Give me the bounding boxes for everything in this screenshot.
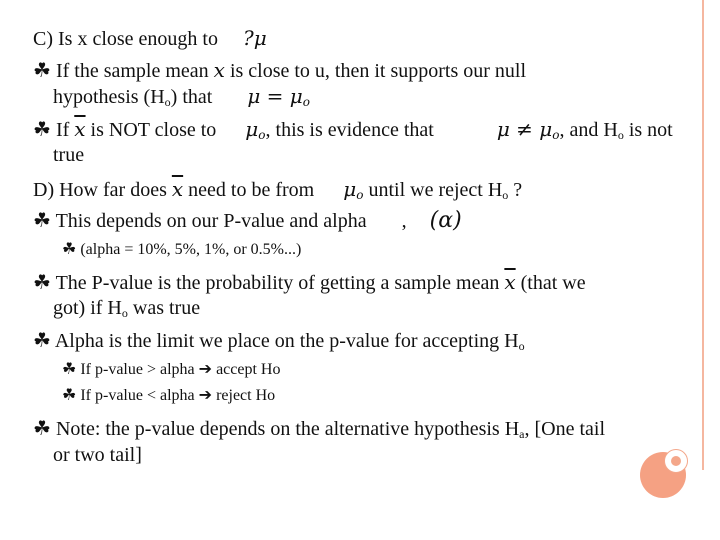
c-bullet-1-line2 (53, 84, 310, 114)
d-heading-mu-sub: o (356, 188, 364, 202)
c-bullet-2-tail: , and H (559, 119, 618, 141)
d-bullet-2-x: $\overline{x}$ (504, 270, 516, 294)
c-heading-symbol: ? (242, 26, 254, 50)
c-bullet-2-mu: μ (245, 117, 259, 141)
c-bullet-2-pre: If (55, 119, 70, 141)
c-bullet-2-neq: μ ≠ μ (496, 117, 553, 141)
d-bullet-2 (33, 270, 586, 295)
c-bullet-1 (33, 58, 526, 83)
right-arrow-icon: ➔ (198, 361, 213, 378)
d-heading-post: until we reject H (368, 179, 503, 201)
c-bullet-1-x: x (213, 58, 225, 82)
c-bullet-2-neq-sub: o (552, 128, 560, 142)
c-heading: C) Is x close enough to ?μ (33, 26, 267, 50)
d-bullet-1-comma: , (401, 210, 407, 232)
d-heading-mid: need to be from (188, 179, 315, 201)
slide-right-rule (702, 0, 704, 470)
c-bullet-1-post: is close to u, then it supports our null (229, 60, 527, 82)
d-bullet-2-post: (that we (520, 272, 586, 294)
d-sub-2-post: accept Ho (216, 361, 281, 378)
d-bullet-4-text: Note: the p-value depends on the alternative hypothesis H (55, 418, 520, 440)
leaf-bullet-icon: ☘ (33, 418, 51, 440)
c-bullet-2-line2 (53, 143, 84, 167)
d-bullet-4-sub: a (519, 427, 525, 441)
leaf-bullet-icon: ☘ (33, 60, 51, 82)
right-arrow-icon: ➔ (198, 387, 213, 404)
d-bullet-1 (33, 209, 462, 233)
leaf-bullet-icon: ☘ (33, 272, 51, 294)
d-heading-x: $\overline{x}$ (171, 177, 184, 201)
d-bullet-2-line2-text: got) if H (53, 297, 122, 319)
c-bullet-2 (33, 117, 673, 147)
c-bullet-2-mid: is NOT close to (90, 119, 217, 141)
d-bullet-1-text: This depends on our P-value and alpha (55, 210, 367, 232)
leaf-bullet-icon: ☘ (33, 210, 51, 232)
c-bullet-2-x: $\overline{x}$ (74, 117, 86, 141)
d-sub-1-text: (alpha = 10%, 5%, 1%, or 0.5%...) (80, 241, 302, 258)
leaf-bullet-icon: ☘ (62, 241, 77, 258)
c-bullet-2-post: , this is evidence that (265, 119, 434, 141)
c-bullet-1-pre: If the sample mean (55, 60, 209, 82)
d-bullet-4 (33, 417, 605, 446)
d-sub-1 (62, 240, 301, 260)
d-bullet-4-line2 (53, 443, 142, 467)
d-bullet-4-post: , [One tail (524, 418, 605, 440)
leaf-bullet-icon: ☘ (33, 119, 51, 141)
d-heading-post-sub: o (502, 188, 509, 202)
d-bullet-2-text: The P-value is the probability of getting a sample mean (55, 272, 500, 294)
d-sub-2 (62, 360, 280, 380)
c-bullet-1-line2-text: hypothesis (H (53, 86, 165, 108)
c-bullet-1-eq-sub: o (302, 95, 311, 109)
d-sub-3-post: reject Ho (216, 387, 276, 404)
d-bullet-2-sub: o (121, 306, 128, 320)
leaf-bullet-icon: ☘ (33, 330, 51, 352)
c-heading-text: C) Is x close enough to (33, 28, 218, 50)
c-bullet-1-sub: o (164, 95, 171, 109)
leaf-bullet-icon: ☘ (62, 361, 77, 378)
c-bullet-1-line2-end: ) that (170, 86, 213, 108)
d-sub-3-pre: If p-value < alpha (80, 387, 195, 404)
d-heading-text: D) How far does (33, 179, 167, 201)
c-bullet-2-tail-end: is not (628, 119, 673, 141)
c-bullet-2-tail-sub: o (617, 128, 624, 142)
d-bullet-3-sub: o (518, 339, 525, 353)
d-bullet-2-line2-end: was true (132, 297, 201, 319)
c-bullet-2-mu-sub: o (258, 128, 266, 142)
d-bullet-4-line2-text: or two tail] (53, 444, 142, 466)
d-bullet-1-alpha: (α) (429, 208, 462, 233)
c-bullet-1-eq: μ = μ (247, 84, 303, 108)
d-bullet-2-line2 (53, 296, 200, 325)
d-sub-3 (62, 386, 275, 406)
d-heading-mu: μ (343, 177, 357, 201)
d-heading (33, 177, 522, 207)
d-bullet-3 (33, 329, 525, 358)
leaf-bullet-icon: ☘ (62, 387, 77, 404)
d-bullet-3-text: Alpha is the limit we place on the p-value for accepting H (54, 330, 519, 352)
c-bullet-2-line2-text: true (53, 144, 85, 166)
d-sub-2-pre: If p-value > alpha (80, 361, 195, 378)
accent-circle-dot (671, 456, 681, 466)
d-heading-q: ? (513, 179, 523, 201)
